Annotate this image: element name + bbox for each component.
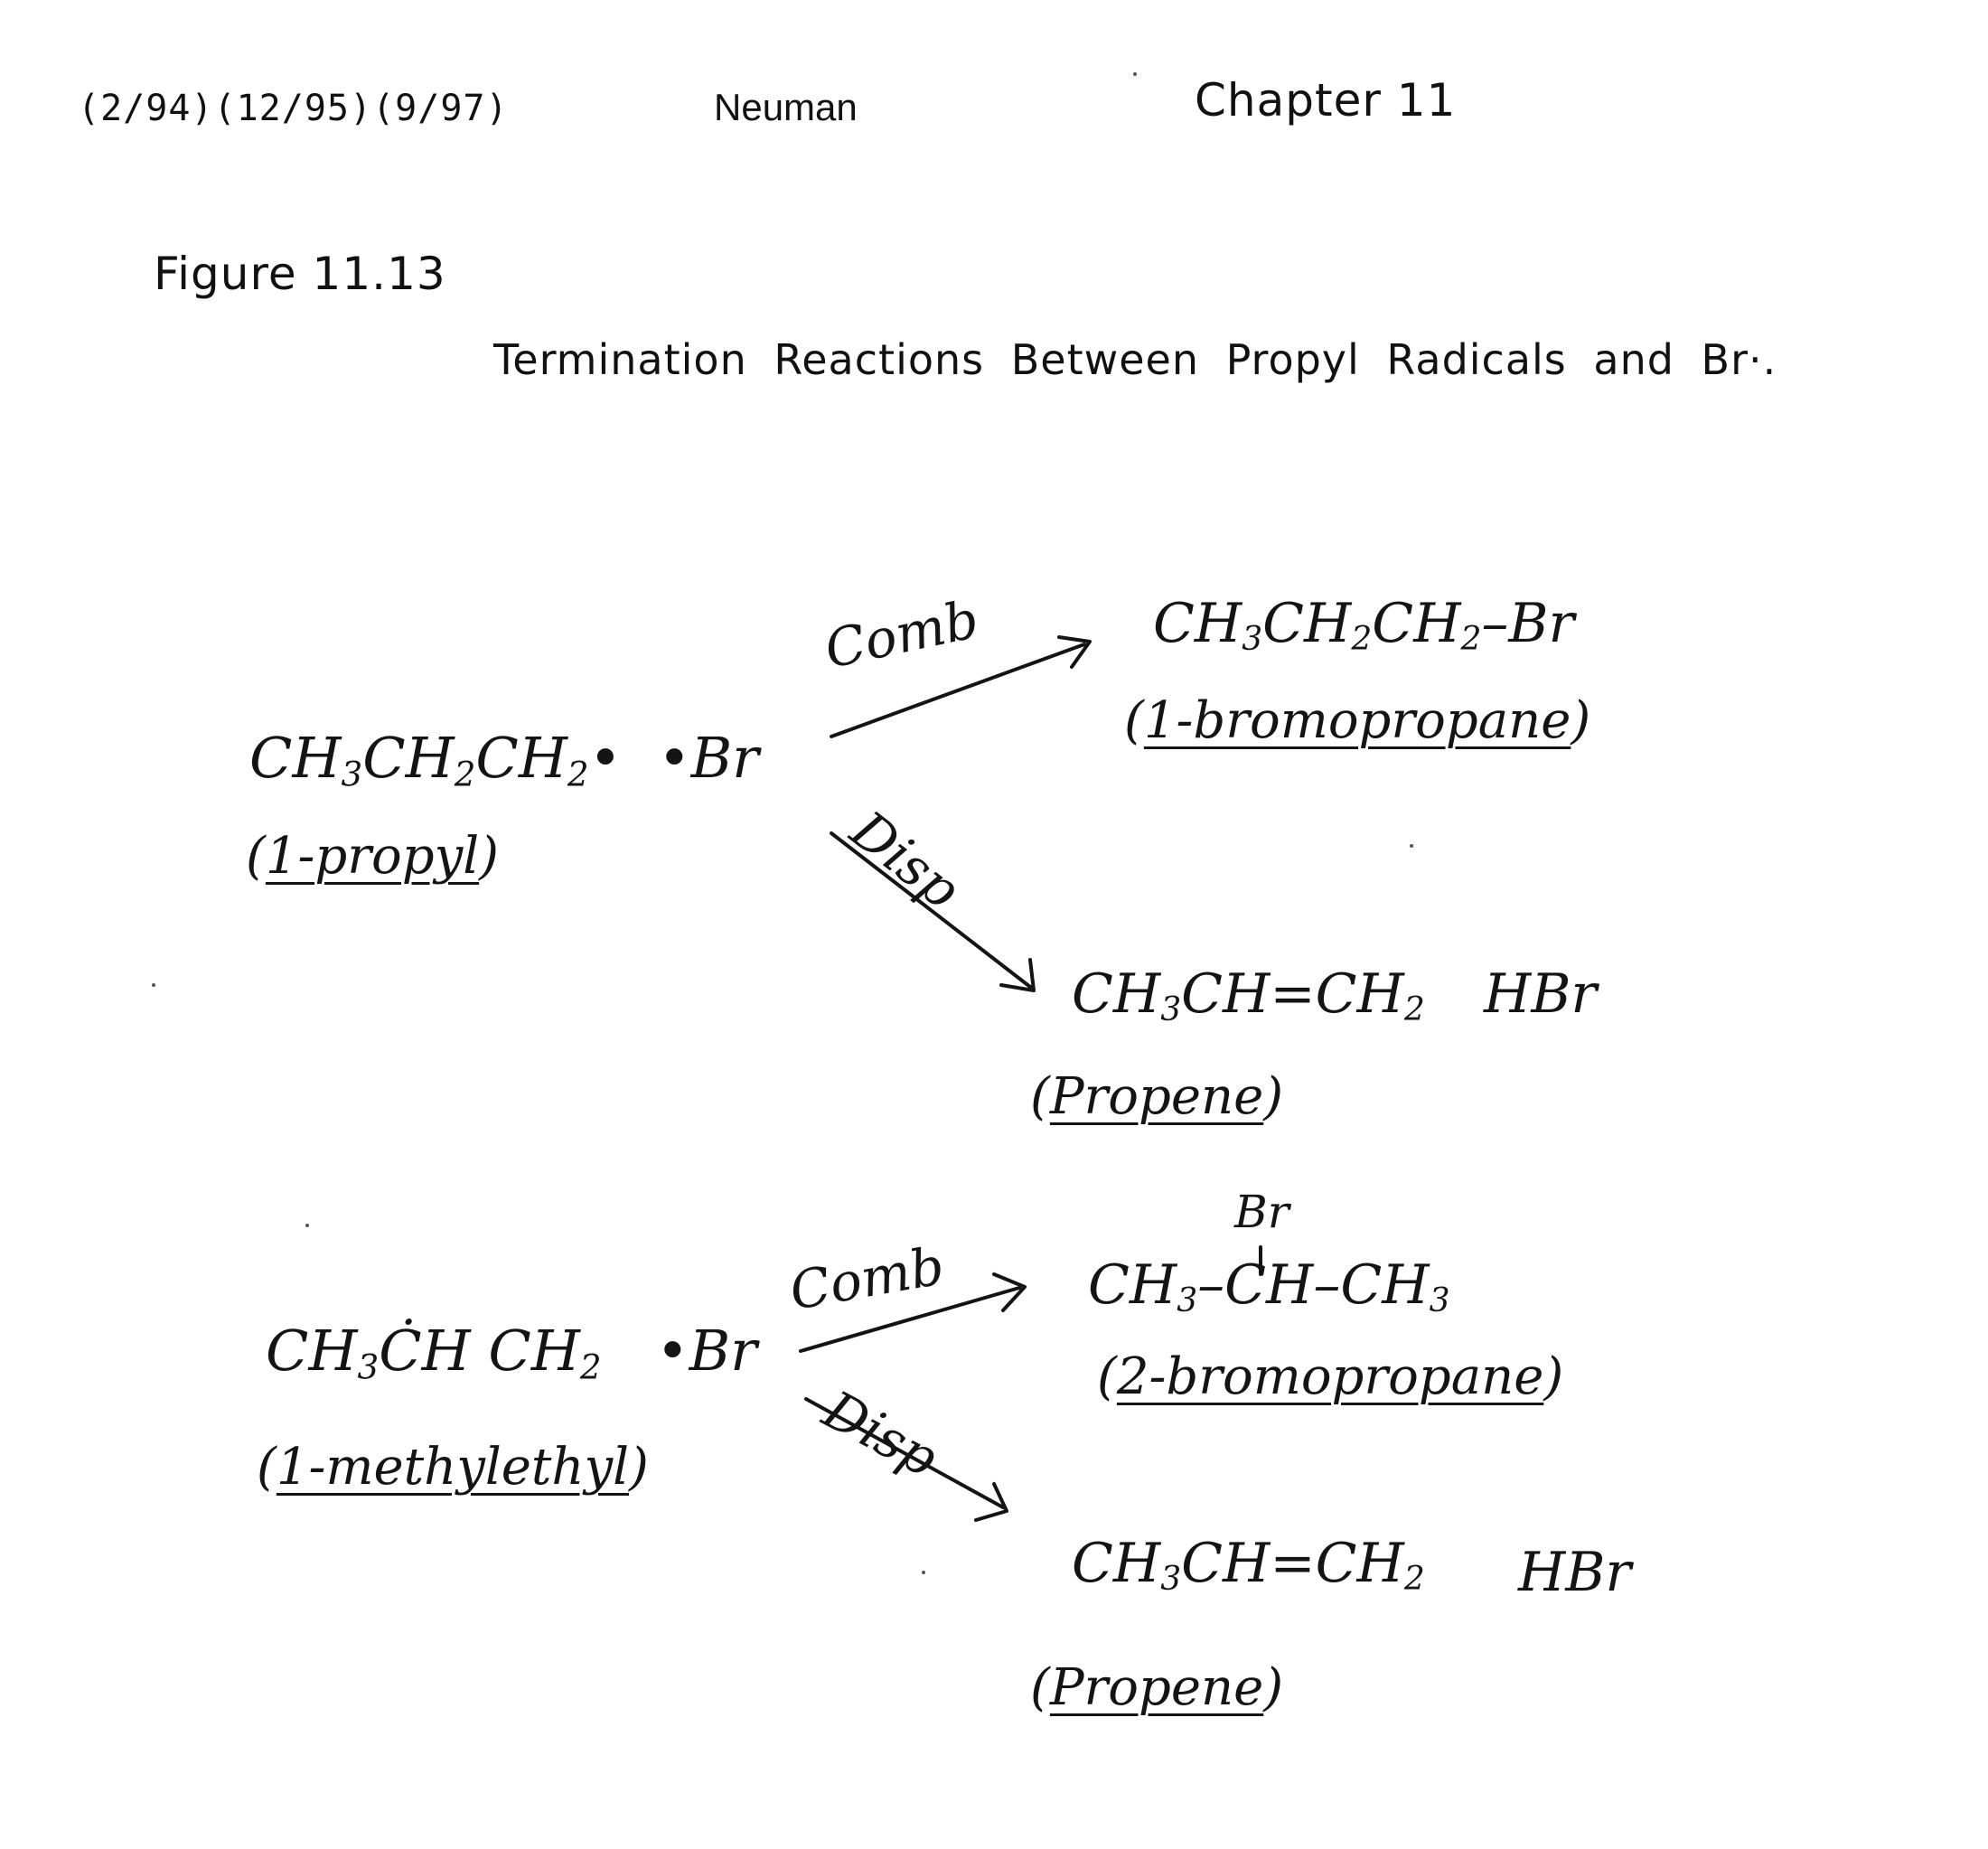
- figure-title: Termination Reactions Between Propyl Radicals and Br·.: [493, 335, 1777, 384]
- scan-speck: [1133, 72, 1137, 76]
- bromine-radical-2: •Br: [656, 1318, 757, 1384]
- reactant-2-name: (1-methylethyl): [257, 1438, 649, 1497]
- hbr-2: HBr: [1518, 1541, 1632, 1604]
- author-name: Neuman: [714, 86, 858, 128]
- reactant-1-formula: $CH_3CH_2CH_2•$: [249, 725, 623, 794]
- scan-speck: [922, 1571, 925, 1574]
- bromine-radical-1: •Br: [658, 725, 759, 791]
- disp-label-2: Disp: [813, 1378, 948, 1489]
- scan-speck: [1410, 844, 1413, 848]
- reactant-2-formula: $CH_3ĊH$ $CH_2$: [266, 1318, 602, 1387]
- br-substituent: Br: [1234, 1186, 1289, 1238]
- product-1-formula: $CH_3CH_2CH_2-Br$: [1153, 592, 1575, 658]
- alkene-1-name: (Propene): [1030, 1067, 1284, 1126]
- product-2-name: (2-bromopropane): [1097, 1347, 1564, 1406]
- scan-speck: [305, 1224, 309, 1227]
- scan-speck: [152, 983, 155, 987]
- product-1-name: (1-bromopropane): [1124, 691, 1591, 750]
- disp-label-1: Disp: [839, 799, 972, 921]
- comb-label-1: Comb: [819, 587, 984, 680]
- alkene-2-name: (Propene): [1030, 1658, 1284, 1717]
- alkene-2-formula: $CH_3CH=CH_2$: [1072, 1532, 1425, 1598]
- figure-label: Figure 11.13: [154, 248, 446, 300]
- comb-label-2: Comb: [785, 1234, 949, 1322]
- alkene-1-formula: $CH_3CH=CH_2$: [1072, 962, 1425, 1028]
- revision-dates: (2/94)(12/95)(9/97): [78, 88, 509, 129]
- hbr-1: HBr: [1484, 962, 1598, 1026]
- chapter-label: Chapter 11: [1195, 74, 1457, 127]
- reactant-1-name: (1-propyl): [246, 827, 499, 886]
- product-2-formula: $CH_3-CH-CH_3$: [1088, 1253, 1450, 1319]
